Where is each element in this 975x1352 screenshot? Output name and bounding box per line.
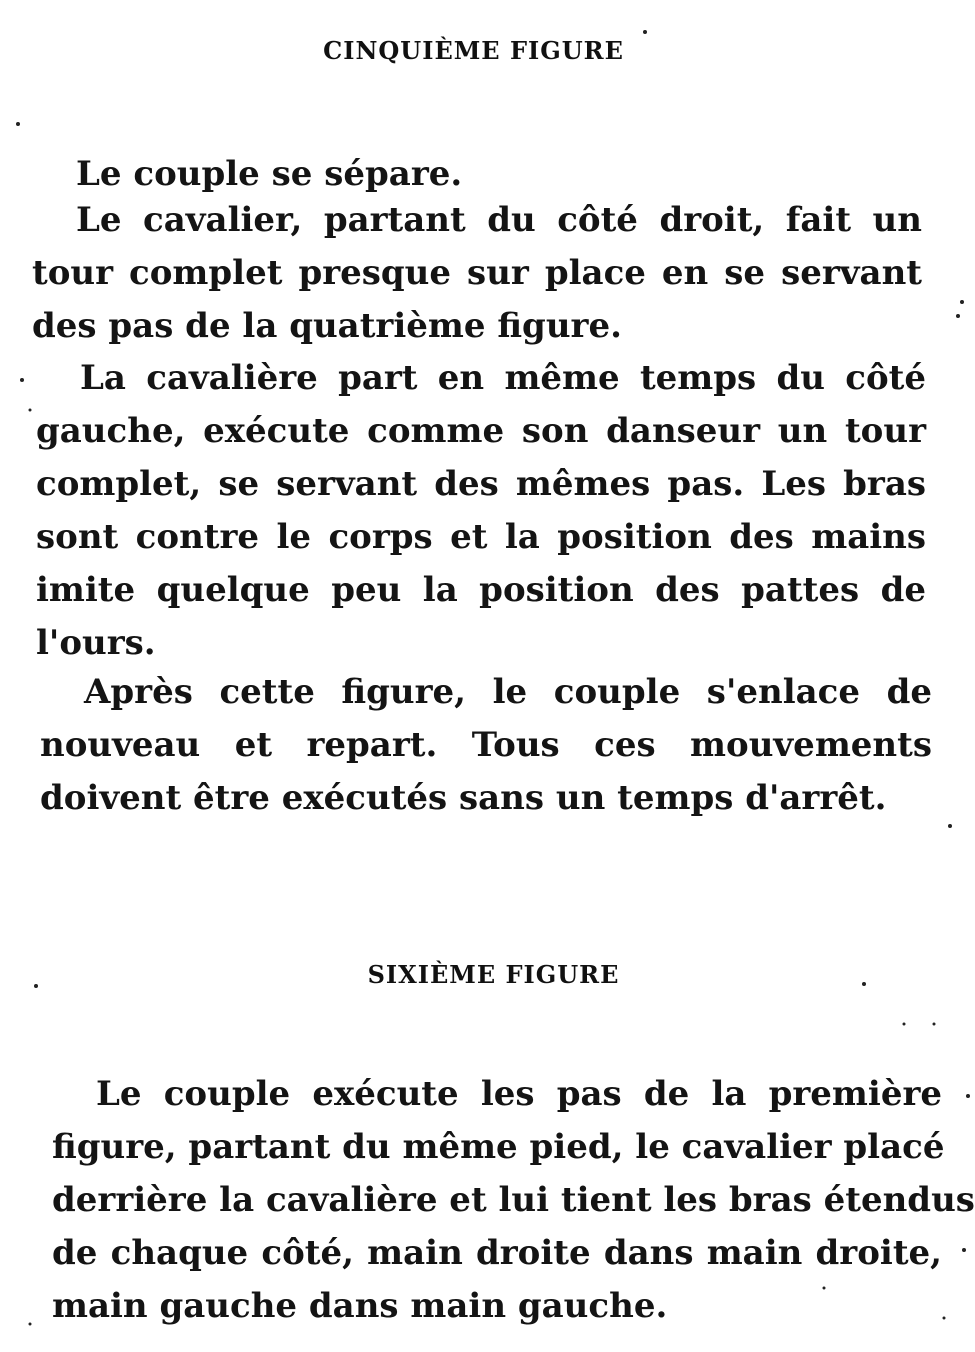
- text-line: des pas de la quatrième figure.: [32, 306, 622, 346]
- text-line: l'ours.: [36, 623, 156, 663]
- text-line: derrière la cavalière et lui tient les bras étendus: [52, 1180, 975, 1220]
- paragraph-5: [52, 1068, 975, 1333]
- paragraph-4: [40, 666, 932, 825]
- paragraph-3: [36, 352, 926, 670]
- text-line: Après cette figure, le couple s'enlace de: [84, 672, 932, 712]
- section-title-sixieme: SIXIÈME FIGURE: [367, 960, 620, 989]
- text-line: doivent être exécutés sans un temps d'arrêt.: [40, 778, 887, 818]
- text-line: La cavalière part en même temps du côté: [80, 358, 926, 398]
- text-line: de chaque côté, main droite dans main droite,: [52, 1233, 942, 1273]
- paragraph-2: [32, 194, 922, 353]
- text-line: sont contre le corps et la position des mains: [36, 517, 926, 557]
- text-line: figure, partant du même pied, le cavalier placé: [52, 1127, 945, 1167]
- text-line: nouveau et repart. Tous ces mouvements: [40, 725, 932, 765]
- text-line: complet, se servant des mêmes pas. Les bras: [36, 464, 926, 504]
- text-line: imite quelque peu la position des pattes de: [36, 570, 926, 610]
- text-line: main gauche dans main gauche.: [52, 1286, 668, 1326]
- text-line: Le couple se sépare.: [76, 154, 463, 194]
- text-line: Le couple exécute les pas de la première: [96, 1074, 942, 1114]
- text-line: gauche, exécute comme son danseur un tour: [36, 411, 926, 451]
- section-title-cinquieme: CINQUIÈME FIGURE: [323, 36, 624, 65]
- text-line: Le cavalier, partant du côté droit, fait un: [76, 200, 922, 240]
- text-line: tour complet presque sur place en se servant: [32, 253, 922, 293]
